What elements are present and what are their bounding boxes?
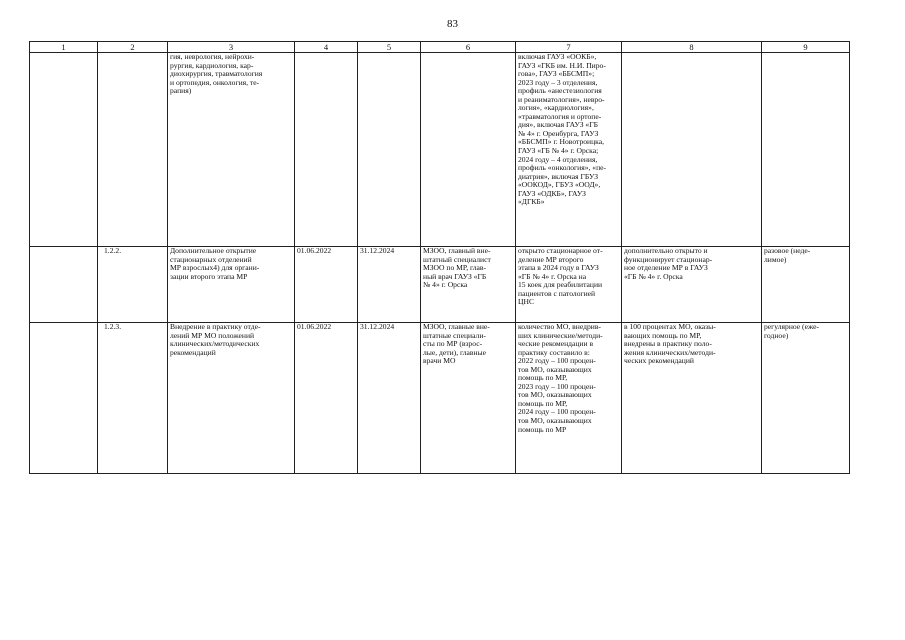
column-number: 7 [516,42,622,53]
end-date-cell [358,53,421,247]
item-number-cell: 1.2.3. [98,323,168,474]
column-number: 2 [98,42,168,53]
column-number-header-row [30,42,850,53]
column-number: 1 [30,42,98,53]
start-date-cell: 01.06.2022 [295,247,358,323]
result-cell: открыто стационарное от- деление МР второго этапа в 2024 году в ГАУЗ «ГБ № 4» г. Орска на 15 коек для реабилитации пациентов с патологией ЦНС [516,247,622,323]
result-cell: включая ГАУЗ «ООКБ», ГАУЗ «ГКБ им. Н.И. Пиро- гова», ГАУЗ «ББСМП»; 2023 году – 3 отделения, профиль «анестезиология и реаниматология», невро- логия», «кардиология», «травматология и ортопе- дия», включая ГАУЗ «ГБ № 4» г. Оренбурга, ГАУЗ «ББСМП» г. Новотроицка, ГАУЗ «ГБ № 4» г. Орска; 2024 году – 4 отделения, профиль «онкология», «пе- диатрия», включая ГБУЗ «ООКОД», ГБУЗ «ООД», ГАУЗ «ОДКБ», ГАУЗ «ДГКБ» [516,53,622,247]
column-number: 5 [358,42,421,53]
column-number: 6 [421,42,516,53]
activity-cell: Внедрение в практику отде- лений МР МО положений клинических/методических рекомендаций [168,323,295,474]
activity-cell: гия, неврология, нейрохи- рургия, кардиология, кар- диохирургия, травматология и ортопедия, онкология, те- рапия) [168,53,295,247]
responsible-cell: МЗОО, главный вне- штатный специалист МЗОО по МР, глав- ный врач ГАУЗ «ГБ № 4» г. Орска [421,247,516,323]
plan-table [29,41,850,474]
table-row [30,247,850,323]
activity-cell: Дополнительное открытие стационарных отделений МР взрослых4) для органи- зации второго этапа МР [168,247,295,323]
start-date-cell [295,53,358,247]
item-number-cell [98,53,168,247]
table-row [30,53,850,247]
responsible-cell: МЗОО, главные вне- штатные специали- сты по МР (взрос- лые, дети), главные врачи МО [421,323,516,474]
row-cell [30,53,98,247]
column-number: 9 [762,42,850,53]
indicator-cell: в 100 процентах МО, оказы- вающих помощь по МР, внедрены в практику поло- жения клинических/методи- ческих рекомендаций [622,323,762,474]
frequency-cell: разовое (неде- лимое) [762,247,850,323]
column-number: 3 [168,42,295,53]
end-date-cell: 31.12.2024 [358,247,421,323]
row-cell [30,323,98,474]
page-number: 83 [447,18,458,30]
start-date-cell: 01.06.2022 [295,323,358,474]
responsible-cell [421,53,516,247]
frequency-cell: регулярное (еже- годное) [762,323,850,474]
column-number: 8 [622,42,762,53]
result-cell: количество МО, внедрив- ших клинические/методи- ческие рекомендации в практику составило в: 2022 году – 100 процен- тов МО, оказывающих помощь по МР, 2023 году – 100 процен- тов МО, оказывающих помощь по МР, 2024 году – 100 процен- тов МО, оказывающих помощь по МР [516,323,622,474]
row-cell [30,247,98,323]
indicator-cell [622,53,762,247]
indicator-cell: дополнительно открыто и функционирует стационар- ное отделение МР в ГАУЗ «ГБ № 4» г. Орска [622,247,762,323]
item-number-cell: 1.2.2. [98,247,168,323]
column-number: 4 [295,42,358,53]
table-row [30,323,850,474]
end-date-cell: 31.12.2024 [358,323,421,474]
frequency-cell [762,53,850,247]
